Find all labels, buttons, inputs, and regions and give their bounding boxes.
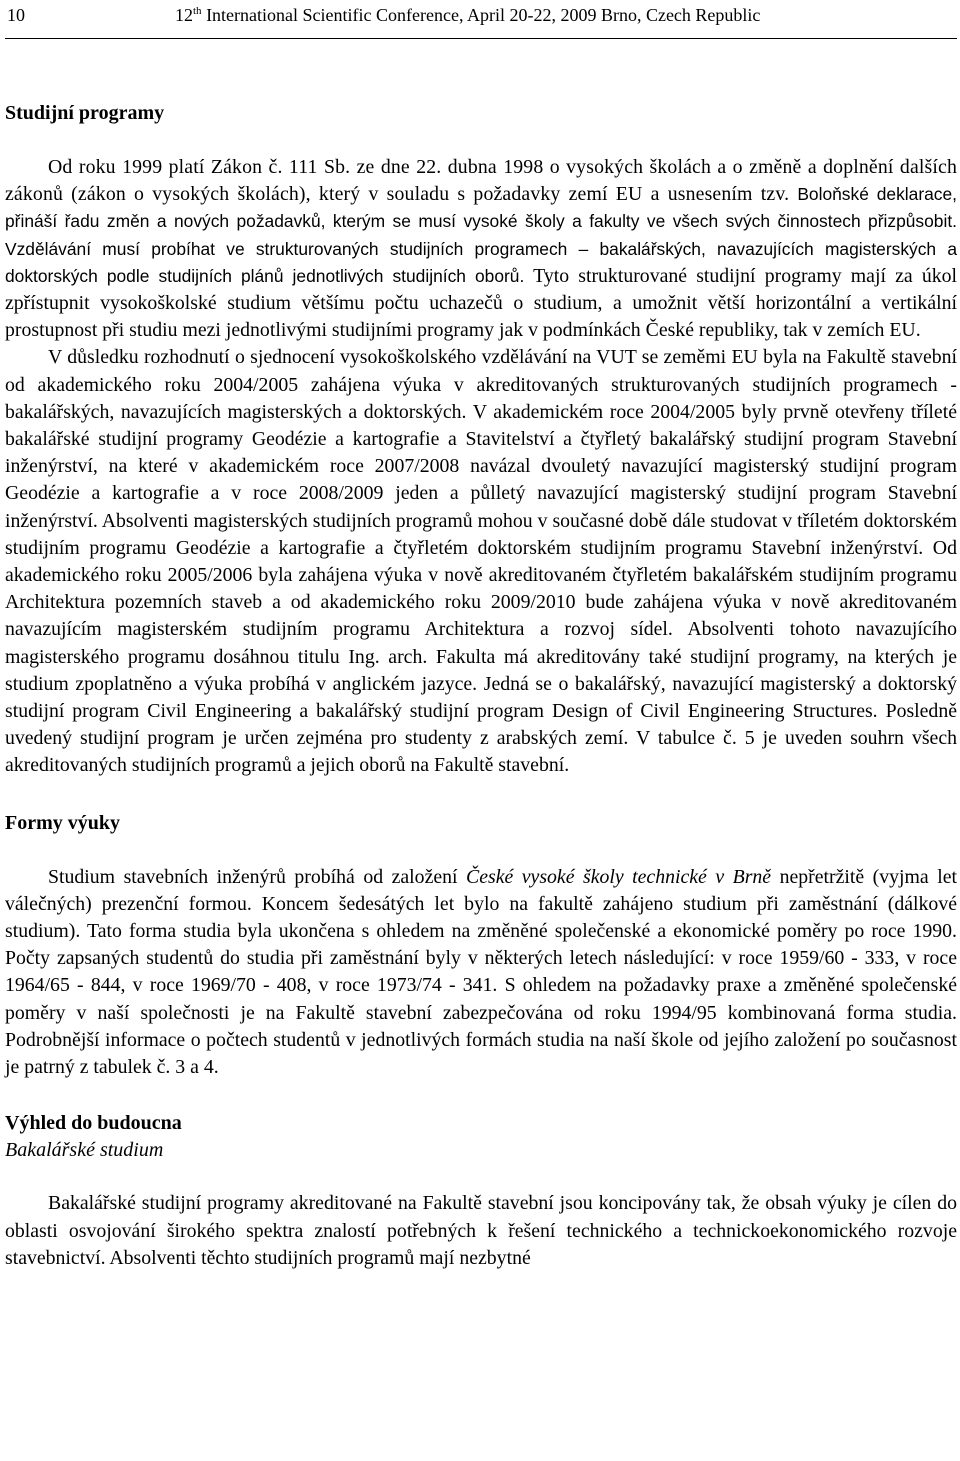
paragraph-text-serif: Od roku 1999 platí Zákon č. 111 Sb. ze dne 22. dubna 1998 o vysokých školách a o změně a doplnění dalších zákonů (zákon o vysokých školách), který v souladu s požadavky zemí EU a usnesením tzv. (5, 156, 957, 206)
running-header (5, 0, 957, 39)
page-number: 10 (7, 5, 25, 25)
paragraph-text-rest: nepřetržitě (vyjma let válečných) prezenční formou. Koncem šedesátých let bylo na fakultě zahájeno studium při zaměstnání (dálkové studium). Tato forma studia byla ukončena s ohledem na změněné společenské a ekonomické poměry po roce 1990. Počty zapsaných studentů do studia při zaměstnání byly v některých letech následující: v roce 1959/60 - 333, v roce 1964/65 - 844, v roce 1969/70 - 408, v roce 1973/74 - 341. S ohledem na požadavky praxe a změněné společenské poměry v naší společnosti je na Fakultě stavební zabezpečována od roku 1994/95 kombinovaná forma studia. Podrobnější informace o počtech studentů v jednotlivých formách studia na naší škole od jejího založení po současnost je patrný z tabulek č. 3 a 4. (5, 865, 957, 1079)
paragraph-text-serif-end: Tyto strukturované studijní programy mají za úkol zpřístupnit vysokoškolské studium většímu počtu uchazečů o studium, a umožnit větší horizontální a vertikální prostupnost při studiu mezi jednotlivými studijními programy jak v podmínkách České republiky, tak v zemích EU. (5, 264, 957, 342)
paragraph-text-sans: Boloňské deklarace, přináší řadu změn a nových požadavků, kterým se musí vysoké školy a fakulty ve všech svých činnostech přizpůsobit. Vzdělávání musí probíhat ve strukturovaných studijních programech – bakalářských, navazujících magisterských a doktorských podle studijních plánů jednotlivých studijních oborů. (5, 184, 958, 286)
section-heading-vyhled: Výhled do budoucna (5, 1112, 182, 1135)
paragraph-studijni-programy-1 (5, 154, 957, 344)
page (5, 0, 957, 1272)
paragraph-formy-vyuky (5, 864, 957, 1082)
conference-number: 12 (175, 5, 193, 25)
italic-school-name: České vysoké školy technické v Brně (466, 865, 772, 888)
section-heading-formy-vyuky: Formy výuky (5, 811, 120, 834)
paragraph-bakalarske-studium: Bakalářské studijní programy akreditované na Fakultě stavební jsou koncipovány tak, že obsah výuky je cílen do oblasti osvojování širokého spektra znalostí potřebných k řešení technického a technickoekonomického rozvoje stavebnictví. Absolventi těchto studijních programů mají nezbytné (5, 1192, 957, 1269)
conference-ordinal: th (193, 5, 202, 17)
paragraph-text-start: Studium stavebních inženýrů probíhá od založení (48, 865, 467, 888)
subheading-bakalarske-studium: Bakalářské studium (5, 1139, 164, 1162)
conference-details: International Scientific Conference, April 20-22, 2009 Brno, Czech Republic (201, 5, 761, 25)
section-heading-studijni-programy: Studijní programy (5, 102, 165, 124)
conference-title (175, 2, 760, 28)
paragraph-studijni-programy-2: V důsledku rozhodnutí o sjednocení vysokoškolského vzdělávání na VUT se zeměmi EU byla na Fakultě stavební od akademického roku 2004/2005 zahájena výuka v akreditovaných strukturovaných studijních programech - bakalářských, navazujících magisterských a doktorských. V akademickém roce 2004/2005 byly prvně otevřeny tříleté bakalářské studijní programy Geodézie a kartografie a Stavitelství a čtyřletý bakalářský studijní program Stavební inženýrství, na které v akademickém roce 2007/2008 navázal dvouletý navazující magisterský studijní program Geodézie a kartografie a v roce 2008/2009 jeden a půlletý navazující magisterský studijní program Stavební inženýrství. Absolventi magisterských studijních programů mohou v současné době dále studovat v tříletém doktorském studijním programu Geodézie a kartografie a čtyřletém doktorském studijním programu Stavební inženýrství. Od akademického roku 2005/2006 byla zahájena výuka v nově akreditovaném čtyřletém bakalářském studijním programu Architektura pozemních staveb a od akademického roku 2009/2010 bude zahájena výuka v nově akreditovaném navazujícím magisterském studijním programu Architektura a rozvoj sídel. Absolventi tohoto navazujícího magisterského programu dosáhnou titulu Ing. arch. Fakulta má akreditovány také studijní programy, na kterých je studium zpoplatněno a výuka probíhá v anglickém jazyce. Jedná se o bakalářský, navazující magisterský a doktorský studijní program Civil Engineering a bakalářský studijní program Design of Civil Engineering Structures. Posledně uvedený studijní program je určen zejména pro studenty z arabských zemí. V tabulce č. 5 je uveden souhrn všech akreditovaných studijních programů a jejich oborů na Fakultě stavební. (5, 346, 957, 777)
